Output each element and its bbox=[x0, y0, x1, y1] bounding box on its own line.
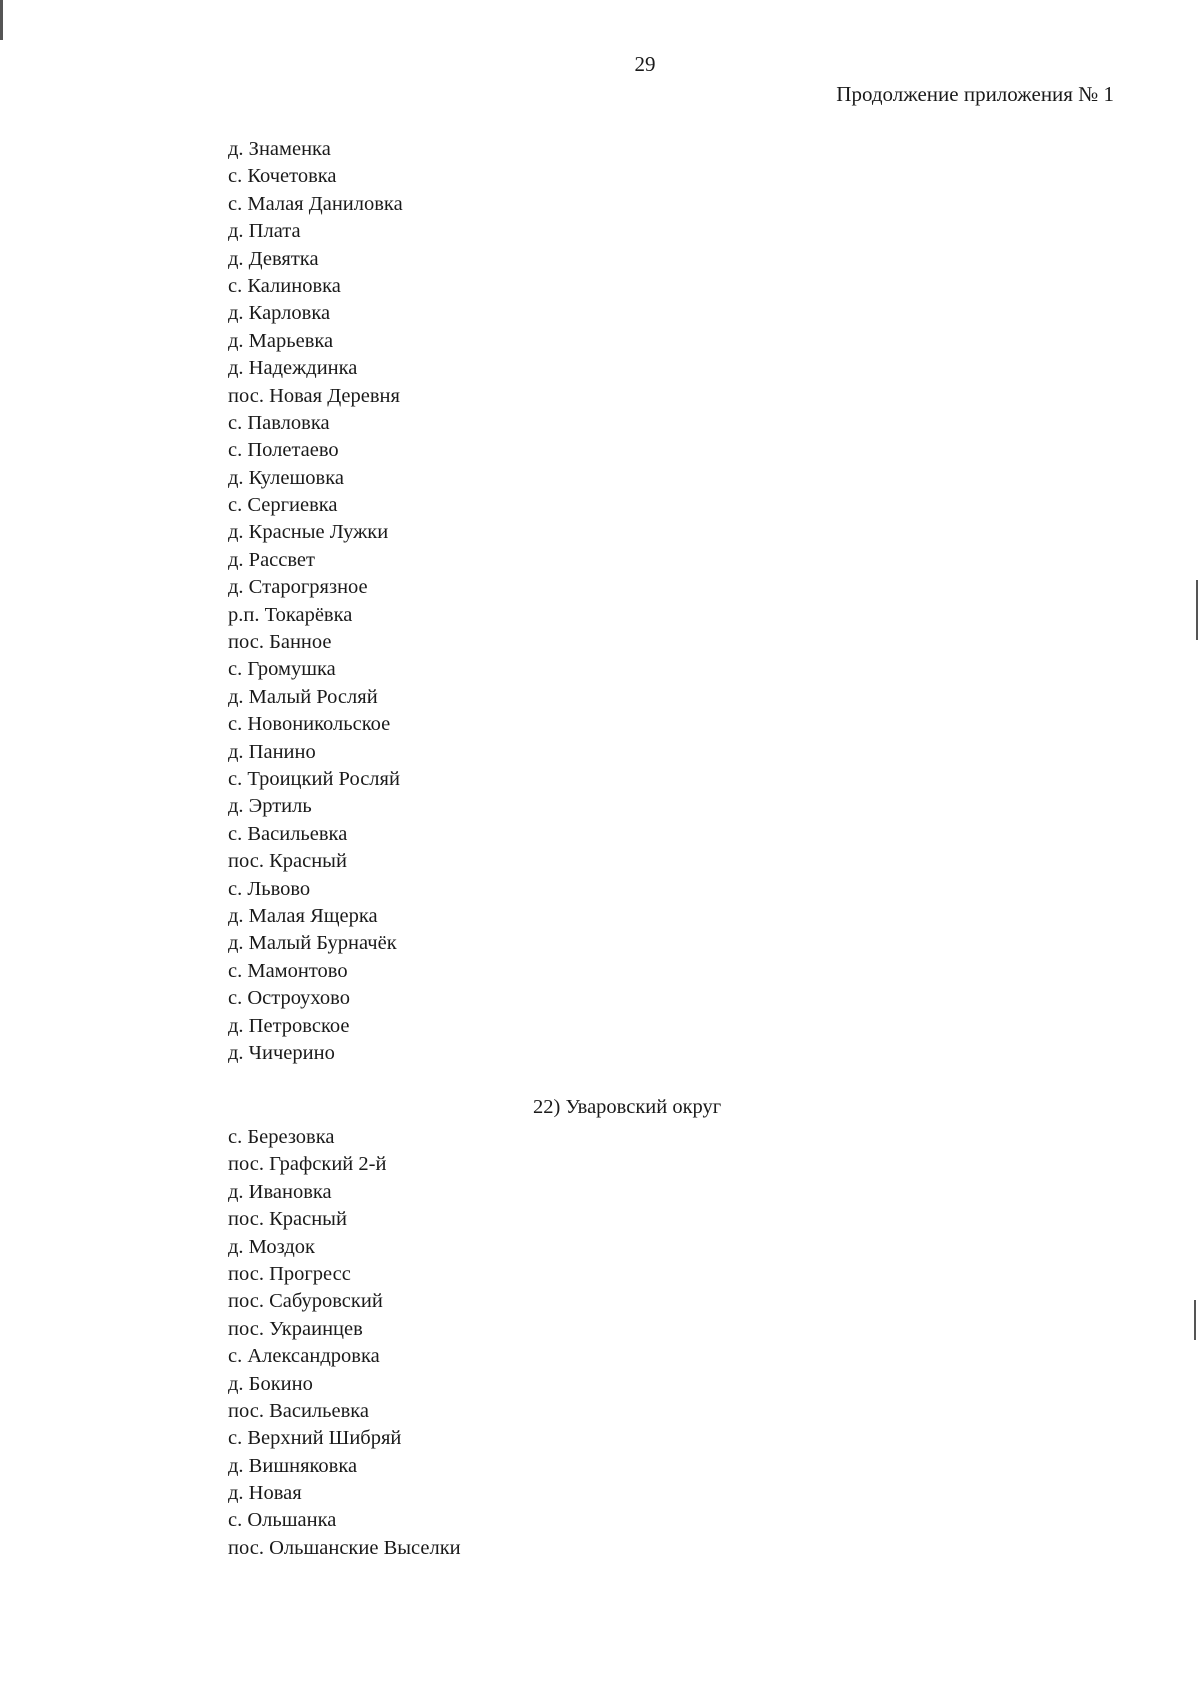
list-item: д. Малый Бурначёк bbox=[228, 932, 397, 955]
list-item: пос. Ольшанские Выселки bbox=[228, 1536, 461, 1559]
list-item: с. Малая Даниловка bbox=[228, 192, 403, 215]
list-item: с. Остроухово bbox=[228, 987, 350, 1010]
list-item: пос. Новая Деревня bbox=[228, 384, 400, 407]
list-item: с. Кочетовка bbox=[228, 165, 337, 188]
list-item: д. Малая Ящерка bbox=[228, 904, 378, 927]
list-item: д. Бокино bbox=[228, 1372, 313, 1395]
list-item: с. Полетаево bbox=[228, 439, 339, 462]
list-item: д. Ивановка bbox=[228, 1180, 332, 1203]
settlement-list bbox=[228, 136, 403, 1067]
list-item: с. Павловка bbox=[228, 411, 330, 434]
section-heading: 22) Уваровский округ bbox=[533, 1096, 722, 1118]
list-item: д. Вишняковка bbox=[228, 1454, 358, 1477]
list-item: пос. Красный bbox=[228, 850, 347, 873]
list-item: с. Калиновка bbox=[228, 274, 341, 297]
scan-edge-mark bbox=[1196, 580, 1198, 640]
scan-edge-mark bbox=[0, 0, 3, 40]
list-item: с. Сергиевка bbox=[228, 494, 338, 517]
list-item: с. Верхний Шибряй bbox=[228, 1427, 402, 1450]
list-item: пос. Сабуровский bbox=[228, 1290, 383, 1313]
list-item: с. Березовка bbox=[228, 1126, 335, 1148]
list-item: пос. Украинцев bbox=[228, 1317, 363, 1340]
list-item: д. Малый Росляй bbox=[228, 685, 378, 708]
list-item: с. Мамонтово bbox=[228, 959, 348, 982]
list-item: с. Громушка bbox=[228, 658, 336, 681]
list-item: с. Александровка bbox=[228, 1345, 380, 1368]
list-item: д. Петровское bbox=[228, 1014, 350, 1037]
list-item: пос. Васильевка bbox=[228, 1399, 370, 1422]
list-item: пос. Банное bbox=[228, 631, 332, 654]
list-item: д. Новая bbox=[228, 1482, 302, 1505]
list-item: д. Девятка bbox=[228, 247, 319, 270]
list-item: д. Старогрязное bbox=[228, 576, 368, 599]
list-item: пос. Красный bbox=[228, 1208, 347, 1231]
list-item: с. Новоникольское bbox=[228, 713, 391, 736]
list-item: с. Ольшанка bbox=[228, 1509, 337, 1532]
list-item: д. Моздок bbox=[228, 1235, 316, 1258]
list-item: д. Эртиль bbox=[228, 795, 312, 818]
list-item: пос. Графский 2-й bbox=[228, 1153, 387, 1176]
page-number: 29 bbox=[634, 52, 656, 76]
list-item: д. Марьевка bbox=[228, 329, 334, 352]
continuation-label: Продолжение приложения № 1 bbox=[836, 82, 1114, 106]
list-item: д. Кулешовка bbox=[228, 466, 344, 489]
list-item: д. Панино bbox=[228, 740, 316, 763]
list-item: д. Знаменка bbox=[228, 138, 331, 160]
list-item: д. Плата bbox=[228, 220, 301, 243]
list-item: д. Надеждинка bbox=[228, 357, 358, 380]
list-item: пос. Прогресс bbox=[228, 1262, 351, 1285]
list-item: д. Карловка bbox=[228, 302, 331, 325]
list-item: д. Красные Лужки bbox=[228, 521, 389, 544]
list-item: д. Рассвет bbox=[228, 548, 315, 571]
scan-edge-mark bbox=[1194, 1300, 1196, 1340]
list-item: с. Львово bbox=[228, 877, 311, 900]
list-item: с. Васильевка bbox=[228, 822, 348, 845]
list-item: с. Троицкий Росляй bbox=[228, 767, 400, 790]
list-item: д. Чичерино bbox=[228, 1041, 335, 1064]
settlement-list bbox=[228, 1124, 461, 1562]
list-item: р.п. Токарёвка bbox=[228, 603, 353, 626]
